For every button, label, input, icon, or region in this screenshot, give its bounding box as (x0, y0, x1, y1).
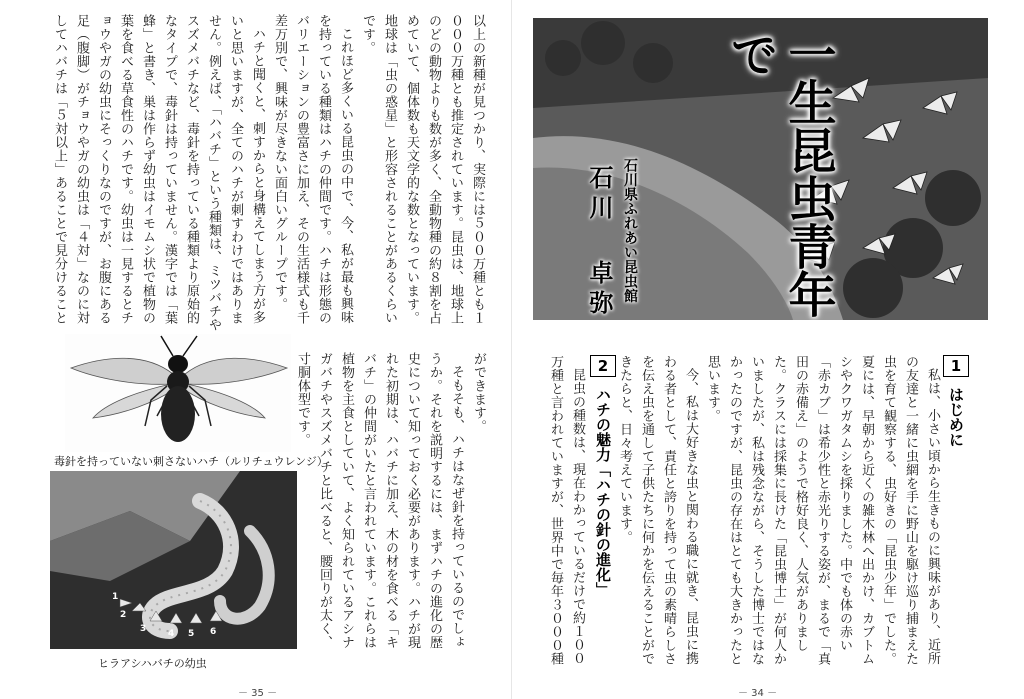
section-title: ハチの魅力「ハチの針の進化」 (594, 387, 612, 597)
article-title: 一生昆虫青年で (722, 30, 836, 318)
leg-number: 3 (140, 624, 147, 634)
section-2-heading (592, 355, 616, 655)
author-affiliation: 石川県ふれあい昆虫館 (622, 158, 638, 303)
larva-caption: ヒラアシハバチの幼虫 (98, 657, 207, 670)
paragraph: これほど多くいる昆虫の中で、今、私が最も興味を持っている種類はハチの仲間です。ハチは形態のバリエーションの豊富さに加え、その生活様式も千差万別で、興味が尽きない面白いグループです。 (272, 14, 353, 325)
paragraph: そもそも、ハチはなぜ針を持っているのでしょうか。それを説明するには、まずハチの進化の歴史について知っておく必要があります。ハチが現れた初期は、ハバチに加え、木の材を食べる「キバチ」の仲間がいたと言われています。これらは植物を主食としていて、よく知られているアシナガバチやスズメバチと比べると、腰回りが太く、寸胴体型です。 (295, 352, 464, 649)
section-number: 2 (590, 355, 616, 377)
leg-number: 1 (112, 592, 119, 602)
left-page-upper-text (18, 14, 488, 332)
paragraph: 以上の新種が見つかり、実際には５００万種とも１０００万種とも推定されています。昆虫は、地球上のどの動物よりも数が多く、全動物種の約８割を占めていて、個体数も天文学的な数となっています。地球は「虫の惑星」と形容されることがあるくらいです。 (360, 14, 485, 325)
bee-photo (65, 334, 291, 452)
section-1-heading (945, 355, 969, 475)
author-name: 石川 卓弥 (585, 165, 614, 320)
paragraph: 私は、小さい頃から生きものに興味があり、近所の友達と一緒に虫網を手に野山を駆け巡り捕まえた虫を育て観察する、虫好きの「昆虫少年」でした。夏には、早朝から近くの雑木林へ出かけ、カブトムシやクワガタムシを採りました。中でも体の赤い「赤カブ」は希少性と赤光りする姿が、まるで「真田の赤備え」のようで格好良く、人気がありました。クラスには採集に長けた「昆虫博士」が何人かいましたが、私は残念ながら、そうした博士ではなかったのですが、昆虫の存在はとても大きかったと思います。 (705, 355, 940, 666)
leg-number: 5 (188, 629, 195, 639)
leg-number: 2 (120, 610, 127, 620)
page-number-34: － 34 － (738, 688, 778, 699)
paragraph: 昆虫の種数は、現在わかっているだけで約１００万種と言われていますが、世界中で毎年３０００種 (548, 355, 585, 666)
left-page-lower-text (295, 352, 489, 657)
larva-photo (50, 471, 297, 649)
section-1-body (617, 355, 943, 667)
leg-number: 4 (168, 629, 175, 639)
bee-caption: 毒針を持っていない刺さないハチ（ルリチュウレンジ） (54, 455, 328, 468)
page-number-35: － 35 － (238, 688, 278, 699)
paragraph: ハチと聞くと、刺すからと身構えてしまう方が多いと思いますが、全てのハチが刺すわけではありません。例えば、「ハバチ」という種類は、ミツバチやスズメバチなど、毒針を持っている種類より原始的なタイプで、毒針は持っていません。漢字では「葉蜂」と書き、巣は作らず幼虫はイモムシ状で植物の葉を食べる草食性のハチです。幼虫は一見するとチョウやガの幼虫にそっくりなのですが、お腹にある足（腹脚）がチョウやガの幼虫は「４対」なのに対してハバチは「５対以上」あることで見分けること (52, 14, 265, 332)
section-2-body (536, 355, 588, 667)
section-title: はじめに (947, 387, 965, 447)
spread-divider (511, 0, 512, 699)
bee-icon (71, 336, 287, 442)
paragraph: 今、私は大好きな虫と関わる職に就き、昆虫に携わる者として、責任と誇りを持って虫の素晴らしさを伝え虫を通して子供たちに何かを伝えることができたらと、日々考えています。 (617, 355, 698, 666)
leg-number: 6 (210, 627, 217, 637)
paragraph: ができます。 (471, 352, 486, 433)
section-number: 1 (943, 355, 969, 377)
